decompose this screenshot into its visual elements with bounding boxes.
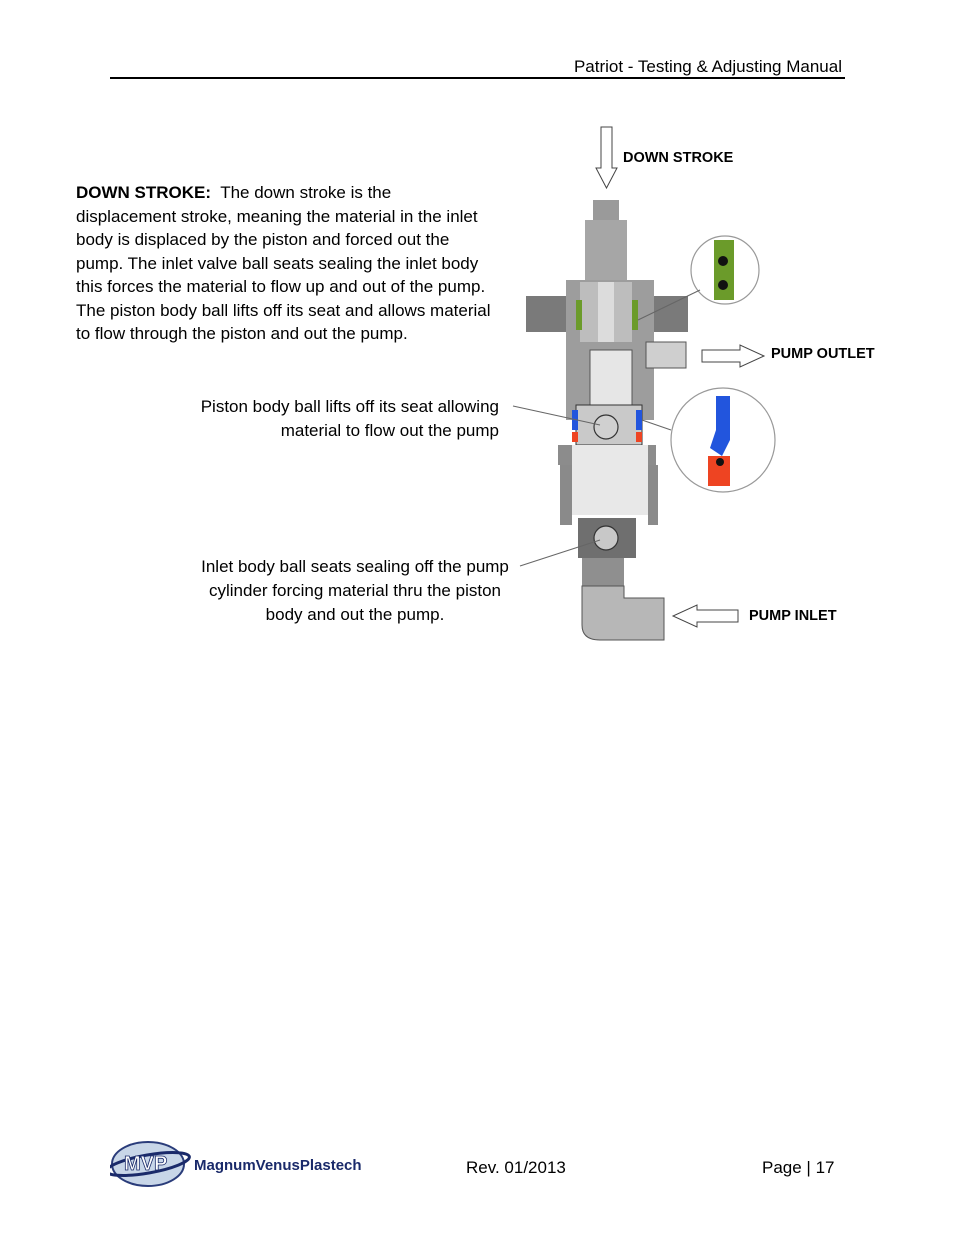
intro-body: The down stroke is the displacement stroke, meaning the material in the inlet body is displaced by the piston and forced out the pump. The inlet valve ball seats sealing the inlet body this forces the material to flow up and out of the pump. The piston body ball lifts off its seat and allows material to flow through the piston and out the pump. [76,183,491,343]
piston-ball-callout: Piston body ball lifts off its seat allowing material to flow out the pump [200,397,499,440]
pump-outlet-label: PUMP OUTLET [771,346,875,362]
down-stroke-arrow [596,127,617,188]
revision: Rev. 01/2013 [466,1158,566,1177]
pump-inlet-label: PUMP INLET [749,608,837,624]
intro-heading: DOWN STROKE: [76,183,212,202]
header-title: Patriot - Testing & Adjusting Manual [573,57,842,76]
logo-mark: MVP [124,1153,168,1175]
pump-outlet-arrow [702,345,764,367]
down-stroke-label: DOWN STROKE [623,150,734,166]
seal-detail-bottom [642,388,775,492]
page-number: Page | 17 [762,1158,835,1177]
inlet-ball-callout: Inlet body ball seats sealing off the pump cylinder forcing material thru the piston body and out the pump. [201,557,509,624]
pump-body [526,200,688,640]
pump-inlet-arrow [673,605,738,627]
logo-text: MagnumVenusPlastech [194,1157,362,1174]
company-logo [110,1130,410,1194]
